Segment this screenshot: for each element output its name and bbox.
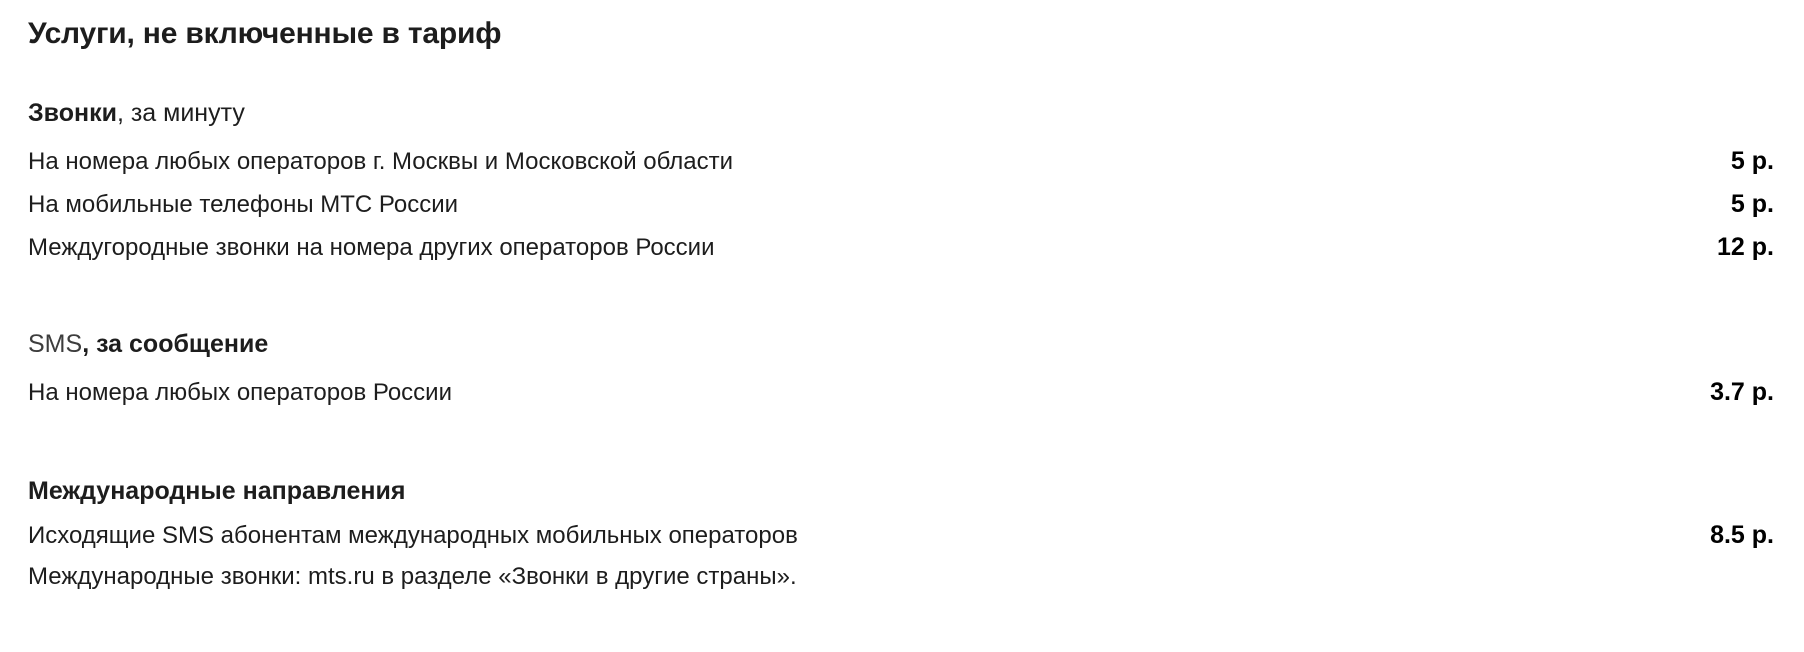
table-row [28,226,1774,269]
page-title: Услуги, не включенные в тариф [28,17,502,50]
row-price: 3.7 р. [1710,378,1774,406]
international-calls-note: Международные звонки: mts.ru в разделе «Звонки в другие страны». [28,563,797,590]
section-calls-heading [28,96,1774,130]
section-international-heading: Международные направления [28,477,406,505]
section-sms-heading-rest: , за сообщение [82,330,269,358]
row-label: На мобильные телефоны МТС России [28,191,459,218]
row-label: Междугородные звонки на номера других операторов России [28,234,715,261]
section-calls-heading-rest: , за минуту [116,99,245,127]
section-sms-heading [28,327,1774,361]
row-label: Исходящие SMS абонентам международных мобильных операторов [28,522,798,549]
row-price: 5 р. [1730,190,1774,218]
row-price: 12 р. [1717,233,1774,261]
table-row [28,140,1774,183]
section-international [28,474,1774,593]
row-price: 5 р. [1730,147,1774,175]
row-label: На номера любых операторов г. Москвы и Московской области [28,148,734,175]
table-row [28,514,1774,557]
section-sms [28,327,1774,414]
section-calls [28,96,1774,269]
row-label: На номера любых операторов России [28,379,452,406]
table-row [28,371,1774,414]
row-price: 8.5 р. [1710,521,1774,549]
section-sms-heading-strong: SMS [28,330,83,358]
section-calls-heading-strong: Звонки [28,99,117,127]
table-row [28,183,1774,226]
